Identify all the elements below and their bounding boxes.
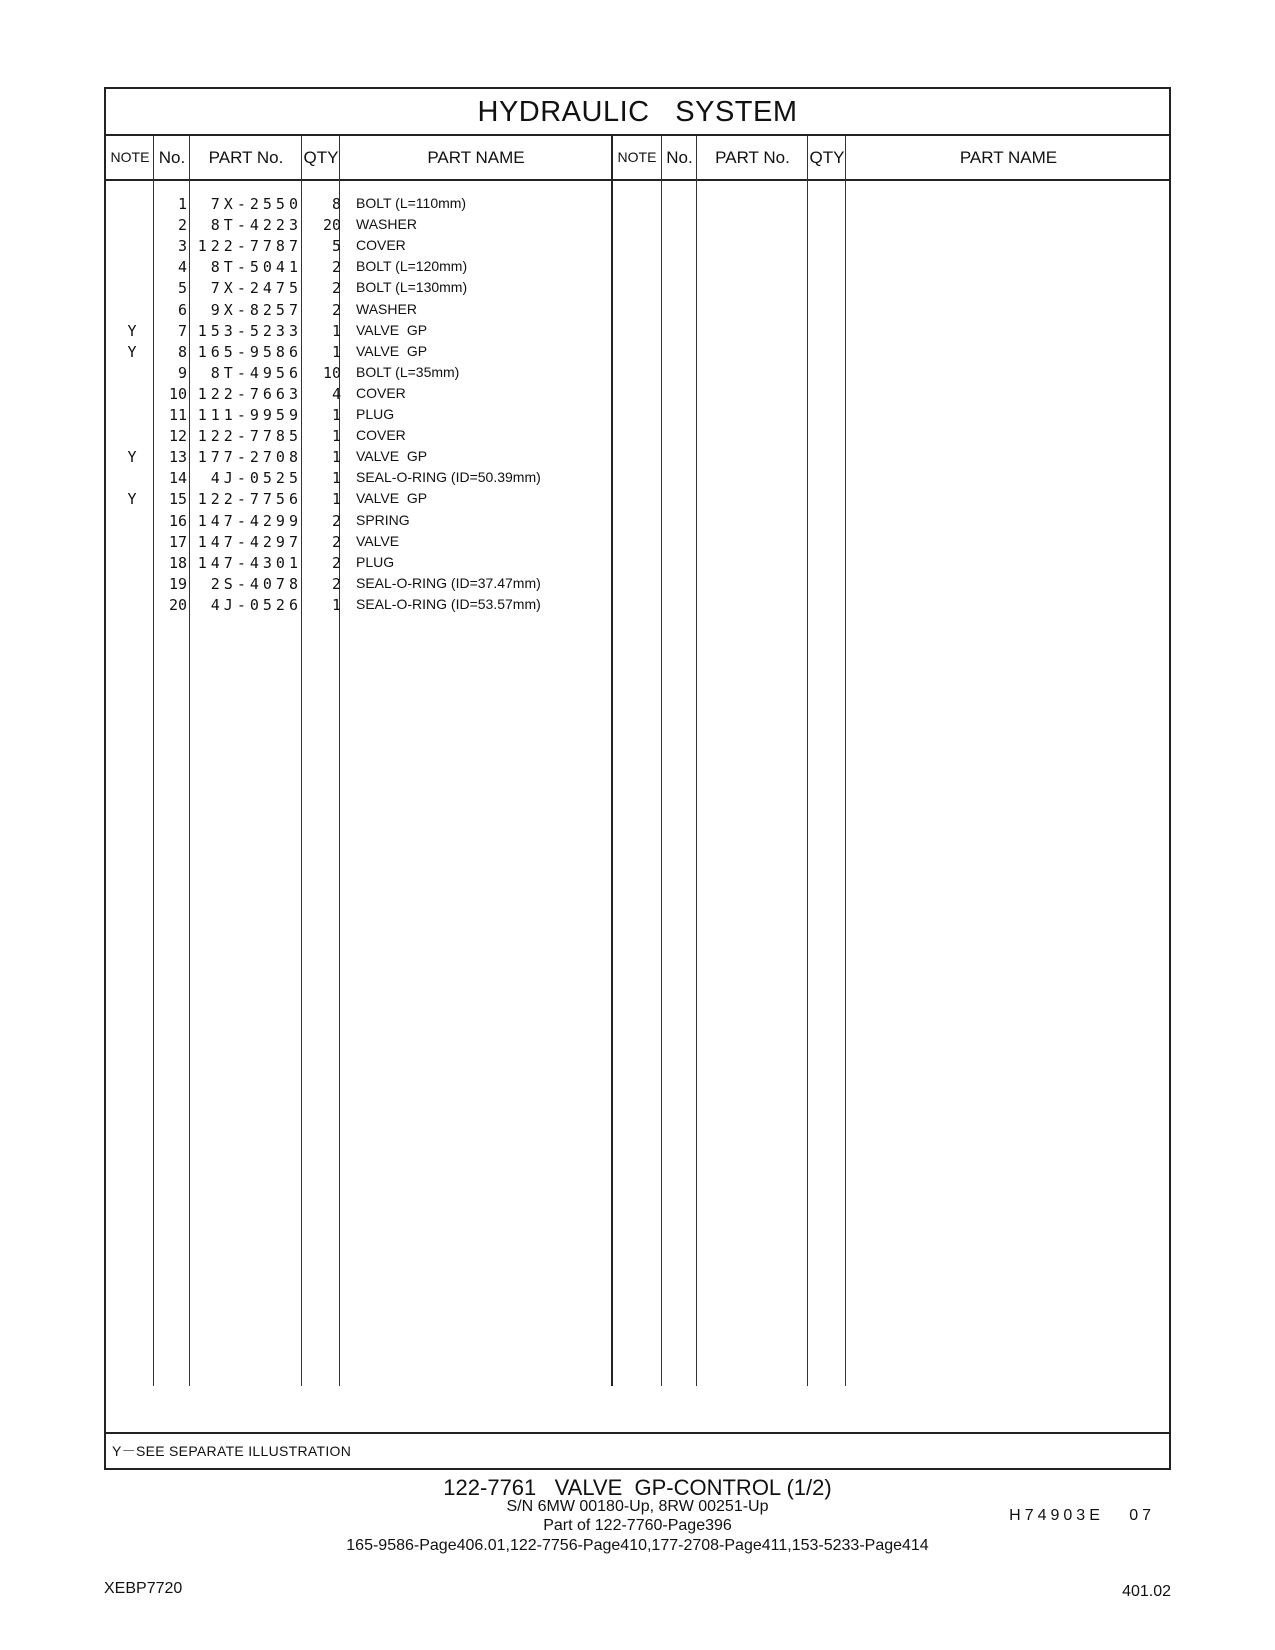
row-quantity: 5 [331,237,341,256]
row-quantity: 1 [331,469,341,488]
row-part-number: 165-9586 [197,342,302,361]
row-part-number: 2S-4078 [210,574,302,593]
row-note: Y [127,321,137,340]
row-number: 5 [177,279,187,298]
table-row [106,277,666,299]
row-quantity: 1 [331,490,341,509]
row-part-name: WASHER [356,300,417,317]
row-part-number: 122-7787 [197,237,302,256]
header-note-left: NOTE [110,149,150,165]
row-quantity: 1 [331,342,341,361]
row-part-name: VALVE GP [356,448,428,465]
row-quantity: 1 [331,406,341,424]
row-part-name: WASHER [356,216,417,233]
row-quantity: 2 [331,300,341,319]
column-divider [845,136,846,1386]
row-part-name: VALVE GP [356,342,428,359]
row-number: 18 [168,553,187,572]
table-row [106,573,666,595]
row-number: 1 [177,195,187,213]
row-number: 10 [168,384,187,403]
row-part-name: VALVE GP [356,321,428,338]
illustration-code: H74903E 07 [1009,1507,1155,1524]
row-part-number: 122-7663 [197,384,302,403]
row-part-number: 122-7756 [197,490,302,509]
document-id: XEBP7720 [104,1580,183,1597]
table-row [106,362,666,384]
row-number: 11 [168,406,187,424]
row-part-name: VALVE GP [356,490,428,507]
table-row [106,235,666,257]
row-part-number: 9X-8257 [210,300,302,319]
row-quantity: 4 [331,384,341,403]
row-quantity: 1 [331,321,341,340]
section-title: HYDRAULIC SYSTEM [106,89,1169,136]
header-note-right: NOTE [617,149,657,165]
table-row [106,531,666,553]
row-part-number: 153-5233 [197,321,302,340]
table-row [106,425,666,447]
row-quantity: 2 [331,532,341,551]
row-quantity: 8 [331,195,341,213]
row-part-name: SEAL-O-RING (ID=50.39mm) [356,469,541,486]
row-note: Y [127,448,137,467]
table-row [106,467,666,489]
row-part-number: 7X-2550 [210,195,302,213]
footer-divider [106,1432,1169,1434]
header-part-name-left: PART NAME [427,148,525,167]
row-part-name: VALVE [356,532,400,549]
header-qty-right: QTY [809,148,845,167]
row-number: 6 [177,300,187,319]
row-part-number: 7X-2475 [210,279,302,298]
header-qty-left: QTY [303,148,339,167]
row-quantity: 2 [331,553,341,572]
row-number: 13 [168,448,187,467]
row-part-number: 4J-0525 [210,469,302,488]
row-number: 16 [168,511,187,530]
row-part-name: SEAL-O-RING (ID=37.47mm) [356,574,541,591]
row-part-number: 147-4299 [197,511,302,530]
parent-assembly: Part of 122-7760-Page396 [543,1517,732,1534]
table-row [106,552,666,574]
row-part-number: 8T-4223 [210,216,302,235]
row-note: Y [127,342,137,361]
row-quantity: 2 [331,511,341,530]
row-quantity: 2 [331,279,341,298]
row-number: 3 [177,237,187,256]
row-number: 15 [168,490,187,509]
row-note: Y [127,490,137,509]
row-quantity: 2 [331,574,341,593]
row-number: 8 [177,342,187,361]
row-part-number: 177-2708 [197,448,302,467]
table-row [106,383,666,405]
table-row [106,256,666,278]
column-divider [696,136,697,1386]
header-no-right: No. [666,148,693,167]
row-number: 9 [177,363,187,382]
row-part-number: 8T-5041 [210,258,302,277]
row-part-name: BOLT (L=110mm) [356,195,467,211]
page-number: 401.02 [1122,1583,1171,1600]
row-quantity: 1 [331,427,341,446]
row-number: 7 [177,321,187,340]
row-part-number: 147-4297 [197,532,302,551]
row-part-number: 4J-0526 [210,595,302,614]
table-row [106,404,666,426]
row-number: 2 [177,216,187,235]
table-row [106,193,666,215]
header-part-name-right: PART NAME [959,148,1058,167]
cross-references: 165-9586-Page406.01,122-7756-Page410,177-2708-Page411,153-5233-Page414 [346,1537,929,1554]
table-row [106,488,666,510]
column-divider [807,136,808,1386]
table-row [106,341,666,363]
table-header [106,136,1169,181]
row-part-name: BOLT (L=120mm) [356,258,468,275]
row-quantity: 1 [331,448,341,467]
row-part-name: PLUG [356,553,395,570]
row-number: 14 [168,469,187,488]
header-no-left: No. [158,148,186,167]
row-quantity: 2 [331,258,341,277]
row-part-name: BOLT (L=130mm) [356,279,468,296]
table-row [106,320,666,342]
row-part-number: 8T-4956 [210,363,302,382]
row-part-name: SEAL-O-RING (ID=53.57mm) [356,595,541,612]
table-row [106,299,666,321]
row-number: 19 [168,574,187,593]
serial-range: S/N 6MW 00180-Up, 8RW 00251-Up [506,1498,769,1515]
row-part-name: COVER [356,427,406,444]
row-part-number: 111-9959 [197,406,302,424]
row-part-name: SPRING [356,511,410,528]
row-part-number: 147-4301 [197,553,302,572]
row-number: 17 [168,532,187,551]
table-row [106,510,666,532]
row-part-name: COVER [356,237,406,254]
row-quantity: 20 [322,216,341,235]
row-part-name: PLUG [356,406,395,422]
row-part-number: 122-7785 [197,427,302,446]
row-number: 20 [168,595,187,614]
table-row [106,214,666,236]
row-part-name: BOLT (L=35mm) [356,363,460,380]
header-part-no-right: PART No. [715,148,790,167]
assembly-title: 122-7761 VALVE GP-CONTROL (1/2) [443,1475,832,1500]
row-number: 12 [168,427,187,446]
row-quantity: 1 [331,595,341,614]
row-number: 4 [177,258,187,277]
header-part-no-left: PART No. [208,148,284,167]
table-row [106,446,666,468]
table-row [106,594,666,616]
row-quantity: 10 [322,363,341,382]
footnote: Y－SEE SEPARATE ILLUSTRATION [112,1443,352,1459]
row-part-name: COVER [356,384,406,401]
